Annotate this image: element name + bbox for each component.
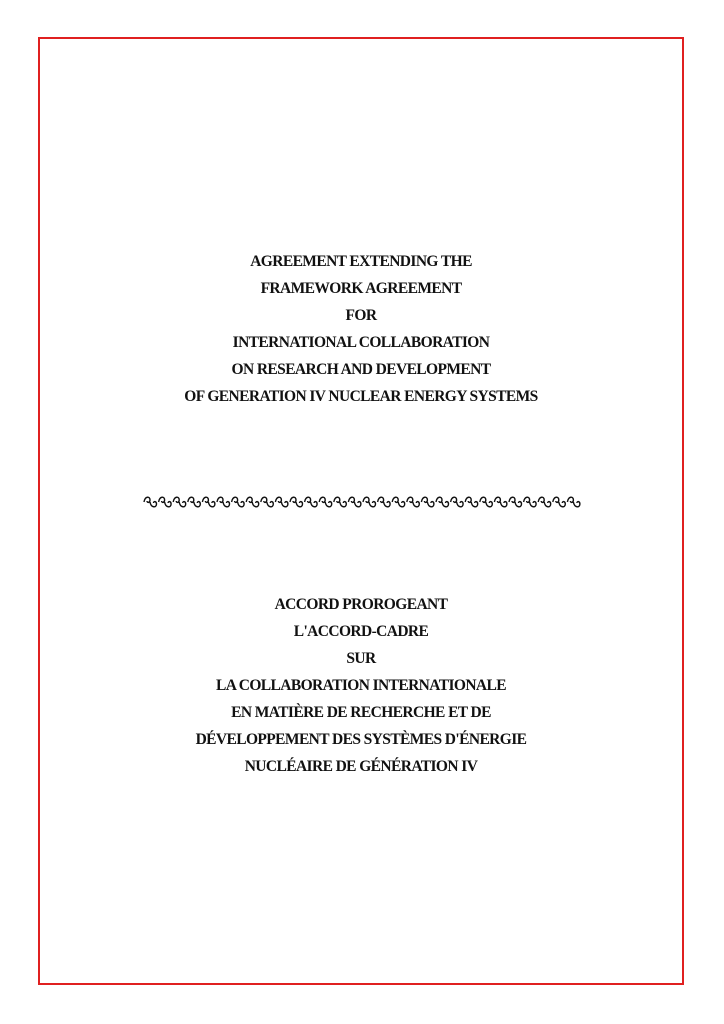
ornament-curl — [538, 497, 551, 507]
ornament-curl — [392, 497, 405, 507]
ornament-curl — [275, 497, 288, 507]
page-border — [38, 37, 684, 985]
ornament-curl — [319, 497, 332, 507]
ornament-curl — [217, 497, 230, 507]
ornament-curl — [290, 497, 303, 507]
ornament-curl — [494, 497, 507, 507]
ornament-curl — [480, 497, 493, 507]
ornament-curl — [173, 497, 186, 507]
ornament-curl — [465, 497, 478, 507]
french-title — [38, 591, 684, 780]
ornament-curl — [202, 497, 215, 507]
ornament-curl — [407, 497, 420, 507]
ornament-curl — [567, 497, 580, 507]
ornament-curl — [188, 497, 201, 507]
french-title-line: ACCORD PROROGEANT — [274, 596, 448, 613]
english-title-line: FOR — [345, 307, 377, 324]
french-title-line: LA COLLABORATION INTERNATIONALE — [215, 677, 507, 694]
french-title-line: NUCLÉAIRE DE GÉNÉRATION IV — [244, 758, 478, 775]
ornament-curl — [378, 497, 391, 507]
ornament-curl — [348, 497, 361, 507]
french-title-line: EN MATIÈRE DE RECHERCHE ET DE — [231, 704, 491, 721]
ornament-curl — [553, 497, 566, 507]
ornament-curl — [159, 497, 172, 507]
ornament-curl — [451, 497, 464, 507]
ornament-curl — [305, 497, 318, 507]
ornament-curl — [144, 497, 157, 507]
ornament-curl — [232, 497, 245, 507]
scroll-ornament-divider-icon — [143, 495, 581, 509]
ornament-curl — [246, 497, 259, 507]
ornament-curl — [509, 497, 522, 507]
english-title-line: OF GENERATION IV NUCLEAR ENERGY SYSTEMS — [184, 388, 538, 405]
french-title-line: SUR — [346, 650, 376, 667]
english-title-line: FRAMEWORK AGREEMENT — [260, 280, 462, 297]
ornament-curl — [363, 497, 376, 507]
french-title-line: L'ACCORD-CADRE — [293, 623, 429, 640]
english-title-line: AGREEMENT EXTENDING THE — [250, 253, 472, 270]
english-title-line: ON RESEARCH AND DEVELOPMENT — [231, 361, 491, 378]
ornament-curl — [436, 497, 449, 507]
english-title — [38, 248, 684, 410]
ornament-curl — [261, 497, 274, 507]
english-title-line: INTERNATIONAL COLLABORATION — [232, 334, 490, 351]
french-title-line: DÉVELOPPEMENT DES SYSTÈMES D'ÉNERGIE — [195, 731, 527, 748]
ornament-curl — [524, 497, 537, 507]
ornament-curl — [334, 497, 347, 507]
ornament-curl — [421, 497, 434, 507]
